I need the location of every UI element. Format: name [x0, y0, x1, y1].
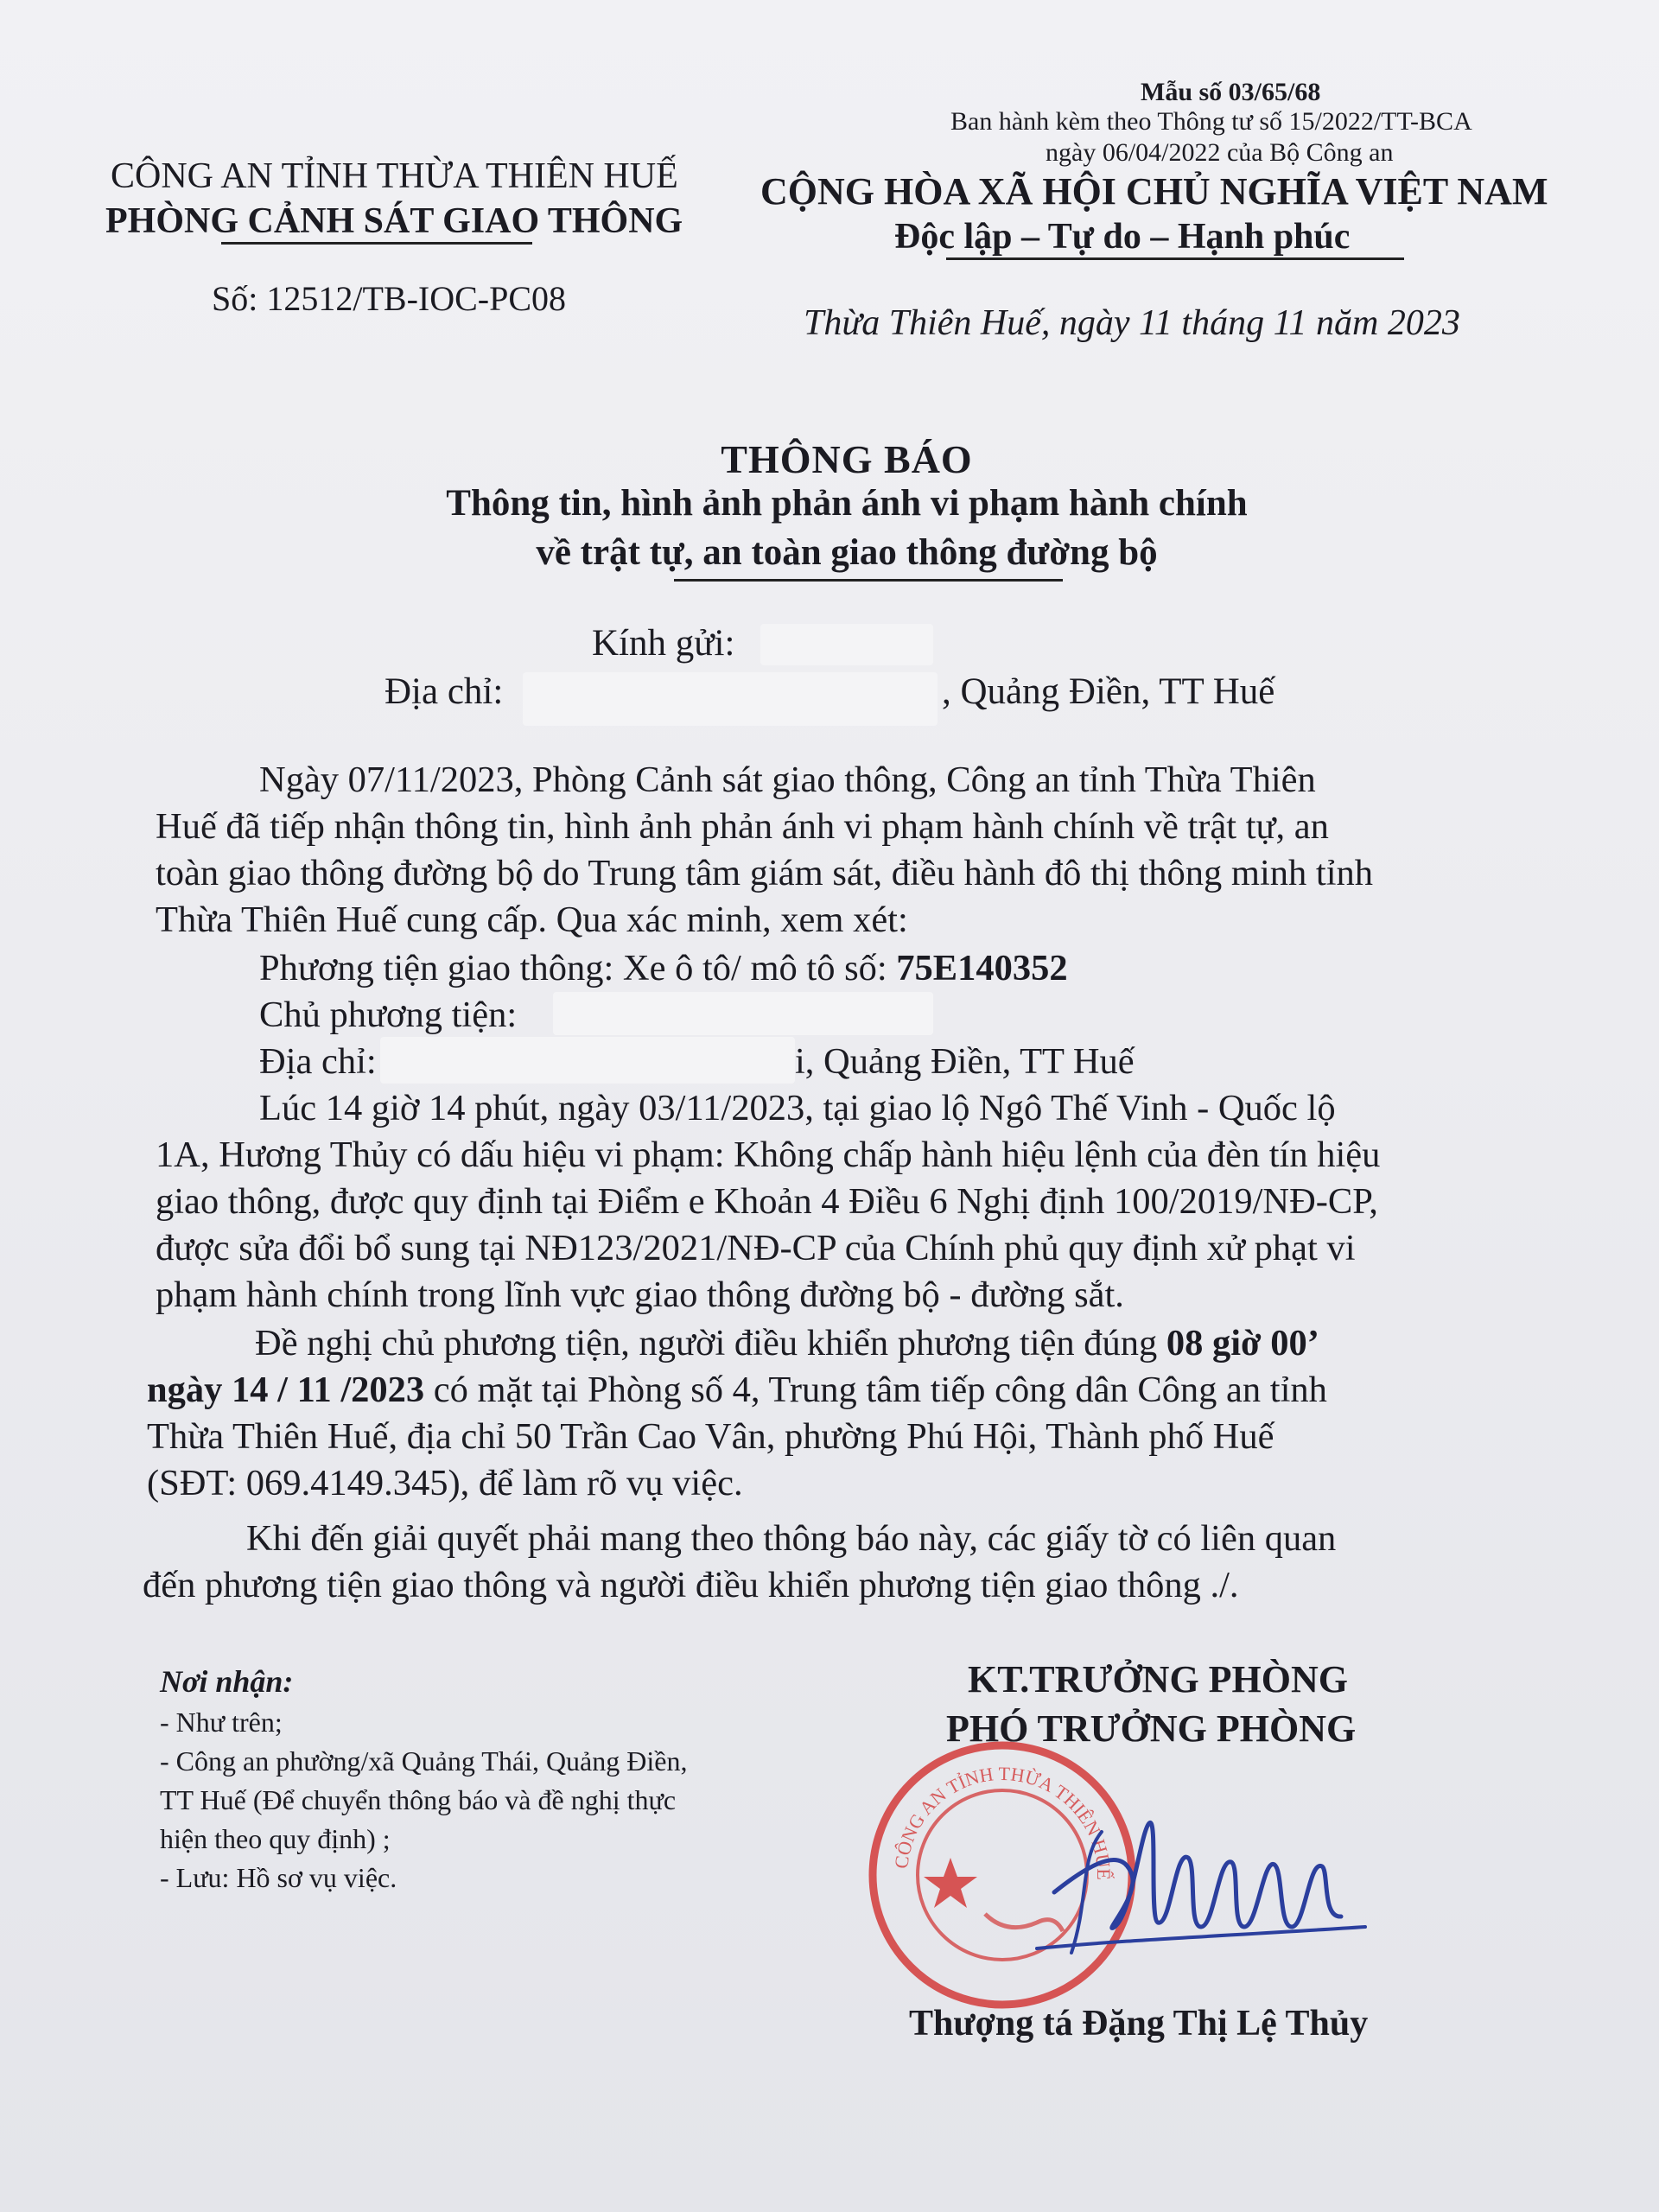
redacted-recipient-address [523, 672, 938, 726]
license-plate: 75E140352 [896, 948, 1068, 988]
recipient-item: - Như trên; [160, 1707, 283, 1738]
appointment-date: ngày 14 / 11 /2023 [147, 1370, 425, 1410]
document-subtitle-line1: Thông tin, hình ảnh phản ánh vi phạm hành chính [446, 483, 1248, 524]
body-p1-line2: Huế đã tiếp nhận thông tin, hình ảnh phản ánh vi phạm hành chính về trật tự, an [156, 806, 1329, 847]
signature-title-line1: KT.TRƯỞNG PHÒNG [968, 1658, 1348, 1700]
recipient-address-suffix: , Quảng Điền, TT Huế [942, 671, 1275, 712]
signer-name: Thượng tá Đặng Thị Lệ Thủy [909, 2004, 1369, 2044]
signature-title-line2: PHÓ TRƯỞNG PHÒNG [946, 1707, 1357, 1750]
body-p2-line1: Lúc 14 giờ 14 phút, ngày 03/11/2023, tại giao lộ Ngô Thế Vinh - Quốc lộ [259, 1088, 1336, 1128]
document-number: Số: 12512/TB-IOC-PC08 [212, 279, 567, 318]
recipient-address-label: Địa chỉ: [385, 671, 504, 712]
owner-address-suffix: i, Quảng Điền, TT Huế [795, 1041, 1135, 1082]
owner-address-label: Địa chỉ: [259, 1041, 377, 1082]
recipients-heading: Nơi nhận: [160, 1664, 294, 1699]
recipient-item: - Công an phường/xã Quảng Thái, Quảng Điền, [160, 1745, 688, 1777]
agency-underline [221, 242, 532, 245]
nation-name: CỘNG HÒA XÃ HỘI CHỦ NGHĨA VIỆT NAM [760, 170, 1548, 213]
form-number: Mẫu số 03/65/68 [1141, 78, 1321, 106]
body-p2-line4: được sửa đổi bổ sung tại NĐ123/2021/NĐ-CP của Chính phủ quy định xử phạt vi [156, 1228, 1356, 1268]
appointment-time: 08 giờ 00’ [1166, 1323, 1319, 1363]
document-title: THÔNG BÁO [721, 437, 973, 481]
recipient-item: TT Huế (Để chuyển thông báo và đề nghị thực [160, 1784, 677, 1815]
appointment-location: có mặt tại Phòng số 4, Trung tâm tiếp công dân Công an tỉnh [424, 1370, 1327, 1410]
body-p2-line3: giao thông, được quy định tại Điểm e Khoản 4 Điều 6 Nghị định 100/2019/NĐ-CP, [156, 1181, 1378, 1222]
body-p3-line3: Thừa Thiên Huế, địa chỉ 50 Trần Cao Vân, phường Phú Hội, Thành phố Huế [147, 1416, 1274, 1457]
body-p3-line1 [255, 1322, 1319, 1364]
document-subtitle-line2: về trật tự, an toàn giao thông đường bộ [536, 532, 1158, 573]
vehicle-info [259, 947, 1068, 989]
body-p1-line1: Ngày 07/11/2023, Phòng Cảnh sát giao thông, Công an tỉnh Thừa Thiên [259, 760, 1316, 800]
redacted-owner-address [380, 1037, 795, 1084]
agency-name: CÔNG AN TỈNH THỪA THIÊN HUẾ [111, 156, 678, 196]
place-and-date: Thừa Thiên Huế, ngày 11 tháng 11 năm 2023 [804, 303, 1460, 343]
form-reference-line2: ngày 06/04/2022 của Bộ Công an [1046, 138, 1394, 167]
stamp-text: CÔNG AN TỈNH THỪA THIÊN HUẾ [890, 1762, 1116, 1880]
body-p2-line2: 1A, Hương Thủy có dấu hiệu vi phạm: Không chấp hành hiệu lệnh của đèn tín hiệu [156, 1135, 1381, 1175]
department-name: PHÒNG CẢNH SÁT GIAO THÔNG [105, 201, 683, 241]
vehicle-label: Phương tiện giao thông: Xe ô tô/ mô tô số: [259, 948, 897, 988]
subtitle-underline [674, 579, 1063, 582]
recipient-label: Kính gửi: [592, 623, 735, 664]
nation-motto: Độc lập – Tự do – Hạnh phúc [894, 217, 1351, 257]
body-p3-line4: (SĐT: 069.4149.345), để làm rõ vụ việc. [147, 1463, 743, 1503]
form-reference-line1: Ban hành kèm theo Thông tư số 15/2022/TT-BCA [950, 107, 1472, 136]
owner-label: Chủ phương tiện: [259, 995, 518, 1035]
handwritten-signature-icon [1020, 1797, 1382, 1979]
redacted-owner-name [553, 992, 933, 1035]
body-p1-line3: toàn giao thông đường bộ do Trung tâm giám sát, điều hành đô thị thông minh tỉnh [156, 853, 1373, 893]
body-p2-line5: phạm hành chính trong lĩnh vực giao thông đường bộ - đường sắt. [156, 1274, 1124, 1315]
body-p4-line2: đến phương tiện giao thông và người điều khiển phương tiện giao thông ./. [143, 1565, 1239, 1605]
recipient-item: - Lưu: Hồ sơ vụ việc. [160, 1862, 397, 1893]
motto-underline [946, 257, 1404, 260]
body-p4-line1: Khi đến giải quyết phải mang theo thông báo này, các giấy tờ có liên quan [246, 1518, 1337, 1559]
recipient-item: hiện theo quy định) ; [160, 1823, 391, 1854]
redacted-recipient-name [760, 624, 933, 665]
body-p1-line4: Thừa Thiên Huế cung cấp. Qua xác minh, xem xét: [156, 899, 908, 940]
appointment-request: Đề nghị chủ phương tiện, người điều khiển phương tiện đúng [255, 1323, 1166, 1363]
body-p3-line2 [147, 1369, 1327, 1411]
